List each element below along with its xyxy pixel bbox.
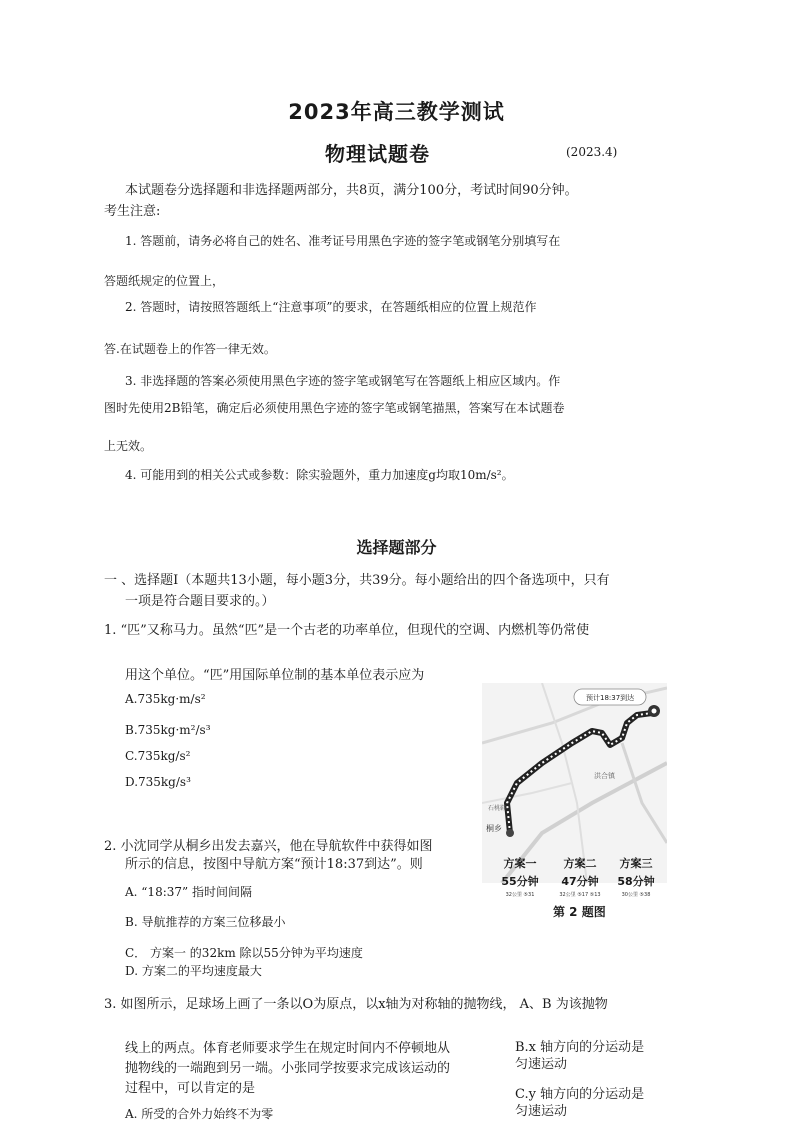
q3-stem-cont: 线上的两点。体育老师要求学生在规定时间内不停顿地从 — [125, 1041, 451, 1056]
note-3b: 图时先使用2B铅笔，确定后必须使用黑色字迹的签字笔或钢笔描黑，答案写在本试题卷 — [104, 401, 565, 415]
q3-stem-cont: 抛物线的一端跑到另一端。小张同学按要求完成该运动的 — [125, 1061, 451, 1076]
note-1a: 1. 答题前，请务必将自己的姓名、准考证号用黑色字迹的签字笔或钢笔分别填写在 — [125, 234, 561, 248]
q3-stem-cont: 过程中，可以肯定的是 — [125, 1081, 256, 1096]
q1-stem-cont: 用这个单位。“匹”用国际单位制的基本单位表示应为 — [125, 668, 425, 683]
plan-detail: 32公里 ⑤17 ⑤13 — [559, 892, 601, 898]
q2-stem-cont: 所示的信息，按图中导航方案“预计18:37到达”。则 — [125, 857, 423, 872]
q2-stem: 2. 小沈同学从桐乡出发去嘉兴，他在导航软件中获得如图 — [104, 839, 433, 854]
q2-option-b: B. 导航推荐的方案三位移最小 — [125, 915, 286, 929]
navigation-map-figure — [482, 683, 667, 883]
plan-name: 方案一 — [503, 857, 537, 870]
plan-detail: 32公里 ⑤31 — [505, 892, 535, 898]
route-plan-1 — [491, 855, 549, 898]
note-2b: 答.在试题卷上的作答一律无效。 — [104, 342, 276, 356]
note-3a: 3. 非选择题的答案必须使用黑色字迹的签字笔或钢笔写在答题纸上相应区域内。作 — [125, 374, 561, 388]
q1-option-b: B.735kg·m²/s³ — [125, 723, 211, 737]
plan-time: 55分钟 — [501, 875, 539, 888]
note-4: 4. 可能用到的相关公式或参数：除实验题外，重力加速度g均取10m/s²。 — [125, 468, 514, 482]
q1-option-c: C.735kg/s² — [125, 749, 191, 763]
q3-option-c: C.y 轴方向的分运动是 — [515, 1087, 645, 1102]
exam-title: 2023年高三教学测试 — [288, 100, 505, 124]
plan-time: 47分钟 — [561, 875, 599, 888]
map-place-label: 洪合镇 — [594, 772, 615, 780]
map-illustration — [482, 683, 667, 883]
map-place-label: 桐乡 — [486, 824, 502, 833]
plan-name: 方案二 — [563, 857, 597, 870]
exam-subtitle: 物理试题卷 — [325, 142, 430, 166]
plan-name: 方案三 — [619, 857, 653, 870]
arrival-badge: 预计18:37到达 — [586, 694, 635, 702]
q3-stem: 3. 如图所示，足球场上画了一条以O为原点，以x轴为对称轴的抛物线， A、B 为该抛物 — [104, 997, 608, 1012]
q2-option-d: D. 方案二的平均速度最大 — [125, 964, 262, 978]
route-plan-3 — [607, 855, 665, 898]
note-3c: 上无效。 — [104, 439, 153, 453]
route-plan-2 — [551, 855, 609, 898]
q3-option-a: A. 所受的合外力始终不为零 — [125, 1107, 274, 1121]
q2-option-a: A. “18:37” 指时间间隔 — [125, 885, 252, 899]
section-title: 选择题部分 — [356, 538, 437, 557]
notice-title: 考生注意: — [104, 204, 161, 219]
exam-date: (2023.4) — [566, 145, 618, 159]
q1-option-d: D.735kg/s³ — [125, 775, 191, 789]
map-place-label: 石桃鞋 — [488, 805, 507, 812]
figure-caption: 第 2 题图 — [553, 905, 606, 919]
part1-instruction: 一 、选择题I（本题共13小题，每小题3分，共39分。每小题给出的四个备选项中，只有 — [104, 573, 610, 588]
q1-option-a: A.735kg·m/s² — [125, 692, 206, 706]
note-2a: 2. 答题时，请按照答题纸上“注意事项”的要求，在答题纸相应的位置上规范作 — [125, 300, 537, 314]
note-1b: 答题纸规定的位置上， — [104, 274, 225, 288]
plan-detail: 30公里 ⑤38 — [621, 892, 651, 898]
q3-option-c-cont: 匀速运动 — [515, 1104, 568, 1119]
q3-option-b-cont: 匀速运动 — [515, 1057, 568, 1072]
q1-stem: 1. “匹”又称马力。虽然“匹”是一个古老的功率单位，但现代的空调、内燃机等仍常使 — [104, 623, 590, 638]
q2-option-c: C． 方案一 的32km 除以55分钟为平均速度 — [125, 946, 363, 960]
intro-line: 本试题卷分选择题和非选择题两部分，共8页，满分100分，考试时间90分钟。 — [125, 183, 578, 198]
q3-option-b: B.x 轴方向的分运动是 — [515, 1040, 645, 1055]
part1-instruction-cont: 一项是符合题目要求的。） — [125, 594, 275, 609]
plan-time: 58分钟 — [617, 875, 655, 888]
